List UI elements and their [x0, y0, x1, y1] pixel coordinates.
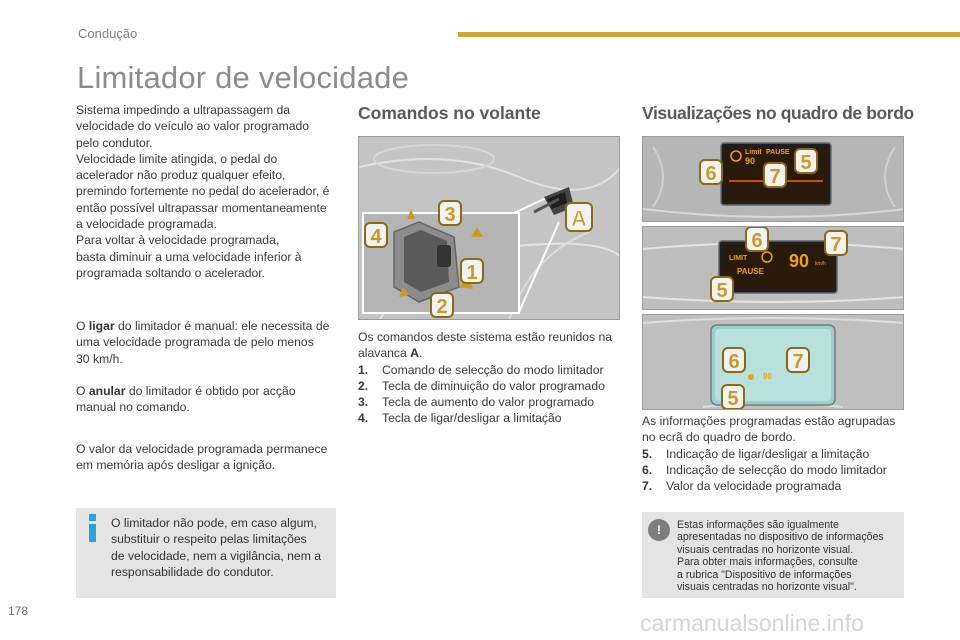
dashboard-figure-3	[642, 314, 904, 410]
steering-intro-prefix: alavanca	[358, 346, 411, 361]
callout-1-label: 1	[466, 262, 478, 284]
callout-1	[461, 259, 483, 284]
list-item	[358, 362, 620, 378]
callout-a	[566, 203, 592, 231]
ligar-line: uma velocidade programada de pelo menos	[76, 335, 314, 350]
list-item	[358, 378, 620, 394]
note-line: Para obter mais informações, consulte	[677, 556, 858, 569]
dashboard-illustration-3	[643, 315, 904, 410]
dashboard-figure-2	[642, 226, 904, 310]
note-box	[642, 512, 904, 598]
list-item	[358, 394, 620, 410]
intro-line: Para voltar à velocidade programada,	[76, 233, 280, 248]
steering-description	[358, 329, 620, 427]
info-line: de velocidade, nem a vigilância, nem a	[111, 548, 322, 563]
callout-5	[711, 277, 733, 302]
display1-limit: Limit	[745, 149, 762, 156]
display1-pause: PAUSE	[766, 149, 790, 156]
intro-line: acelerador não produz qualquer efeito,	[76, 168, 286, 183]
ligar-bold: ligar	[88, 319, 115, 333]
dashboard-heading: Visualizações no quadro de bordo	[642, 103, 914, 123]
dashboard-intro-line: As informações programadas estão agrupadas	[642, 414, 896, 428]
steering-figure	[358, 136, 620, 320]
steering-intro-line: Os comandos deste sistema estão reunidos na	[358, 330, 613, 344]
ligar-line	[76, 318, 338, 334]
intro-line: então possível ultrapassar momentaneamente	[76, 200, 327, 215]
memory-line: O valor da velocidade programada permanece	[76, 442, 328, 456]
display2-pause: PAUSE	[737, 267, 764, 276]
list-item	[642, 478, 904, 494]
ligar-paragraph	[76, 318, 338, 367]
anular-bold: anular	[88, 384, 126, 398]
item-number: 5.	[642, 446, 653, 461]
steering-intro-suffix: .	[418, 346, 423, 361]
intro-line: premindo fortemente no pedal do acelerador, é	[76, 184, 330, 199]
callout-6	[746, 227, 768, 252]
display1-speed: 90	[745, 156, 756, 166]
item-number: 4.	[358, 411, 369, 426]
callout-7-label: 7	[769, 166, 781, 188]
callout-7	[787, 348, 809, 373]
callout-4	[365, 223, 387, 248]
info-box	[76, 508, 336, 598]
note-line: visuais centradas no horizonte visual".	[677, 581, 857, 594]
item-text: Tecla de ligar/desligar a limitação	[382, 411, 562, 426]
intro-line: velocidade do veículo ao valor programado	[76, 119, 310, 134]
callout-5-label: 5	[800, 152, 812, 174]
item-text: Indicação de ligar/desligar a limitação	[666, 446, 870, 461]
display2-limit: LIMIT	[729, 255, 748, 262]
note-line: a rubrica "Dispositivo de informações	[677, 568, 852, 581]
section-header: Condução	[78, 26, 138, 41]
info-line: substituir o respeito pelas limitações	[111, 532, 307, 547]
intro-line: Sistema impedindo a ultrapassagem da	[76, 103, 291, 117]
callout-6	[700, 160, 722, 185]
memory-line: em memória após desligar a ignição.	[76, 458, 276, 473]
dashboard-description	[642, 413, 904, 494]
callout-a-label: A	[571, 206, 587, 231]
anular-line	[76, 383, 338, 399]
intro-line: basta diminuir a uma velocidade inferior à	[76, 249, 302, 264]
display2-speed: 90	[789, 251, 810, 271]
item-number: 7.	[642, 479, 653, 494]
watermark[interactable]: carmanualsonline.info	[640, 610, 864, 636]
anular-line: manual no comando.	[76, 400, 190, 415]
intro-line: programada soltando o acelerador.	[76, 265, 266, 280]
memory-paragraph	[76, 441, 338, 474]
header-rule	[458, 32, 960, 37]
callout-6	[723, 348, 745, 373]
anular-prefix: O	[76, 384, 89, 398]
page-number: 178	[8, 604, 29, 618]
note-line: Estas informações são igualmente	[677, 519, 839, 531]
note-text	[677, 519, 901, 593]
intro-text	[76, 102, 338, 281]
callout-5-label: 5	[716, 280, 728, 302]
item-number: 2.	[358, 378, 369, 393]
info-line: O limitador não pode, em caso algum,	[111, 516, 317, 530]
note-line: visuais centradas no horizonte visual.	[677, 543, 854, 556]
anular-paragraph	[76, 383, 338, 416]
dashboard-illustration-1	[643, 137, 904, 222]
list-item	[642, 462, 904, 478]
item-text: Indicação de selecção do modo limitador	[666, 462, 887, 477]
item-number: 6.	[642, 462, 653, 477]
callout-7	[825, 231, 847, 256]
info-line: responsabilidade do condutor.	[111, 564, 274, 579]
callout-3	[439, 201, 461, 226]
dashboard-intro-line: no ecrã do quadro de bordo.	[642, 430, 796, 445]
list-item	[642, 446, 904, 462]
item-text: Comando de selecção do modo limitador	[382, 362, 604, 377]
callout-6-label: 6	[705, 163, 717, 185]
callout-4-label: 4	[370, 226, 382, 248]
intro-line: Velocidade limite atingida, o pedal do	[76, 151, 278, 166]
anular-rest: do limitador é obtido por acção	[125, 384, 296, 398]
callout-3-label: 3	[444, 204, 456, 226]
intro-line: pelo condutor.	[76, 135, 153, 150]
callout-2	[431, 293, 453, 318]
info-text	[111, 515, 329, 580]
ligar-prefix: O	[76, 319, 89, 333]
dashboard-figure-1	[642, 136, 904, 222]
callout-5	[795, 149, 817, 174]
callout-7-label: 7	[830, 234, 842, 256]
page-title: Limitador de velocidade	[77, 60, 410, 95]
item-text: Tecla de aumento do valor programado	[382, 395, 595, 410]
steering-heading: Comandos no volante	[358, 103, 541, 123]
display3-speed: 90	[763, 372, 772, 381]
callout-6-label: 6	[751, 230, 763, 252]
callout-7-label: 7	[792, 351, 804, 373]
steering-illustration	[359, 137, 620, 320]
callout-6-label: 6	[728, 351, 740, 373]
item-text: Tecla de diminuição do valor programado	[382, 378, 605, 393]
dashboard-illustration-2	[643, 227, 904, 310]
note-icon: !	[648, 519, 670, 541]
steering-intro-line	[358, 345, 620, 361]
item-text: Valor da velocidade programada	[666, 479, 842, 494]
callout-2-label: 2	[436, 296, 448, 318]
list-item	[358, 410, 620, 426]
intro-line: a velocidade programada.	[76, 217, 217, 232]
callout-7	[764, 163, 786, 188]
item-number: 3.	[358, 395, 369, 410]
callout-5-label: 5	[727, 388, 739, 410]
item-number: 1.	[358, 362, 369, 377]
info-icon	[86, 514, 98, 544]
display2-unit: km/h	[815, 261, 826, 267]
steering-intro-bold: A	[410, 346, 419, 361]
note-line: apresentadas no dispositivo de informações	[677, 531, 884, 544]
callout-5	[722, 385, 744, 410]
ligar-line: 30 km/h.	[76, 351, 123, 366]
ligar-rest: do limitador é manual: ele necessita de	[114, 319, 330, 333]
